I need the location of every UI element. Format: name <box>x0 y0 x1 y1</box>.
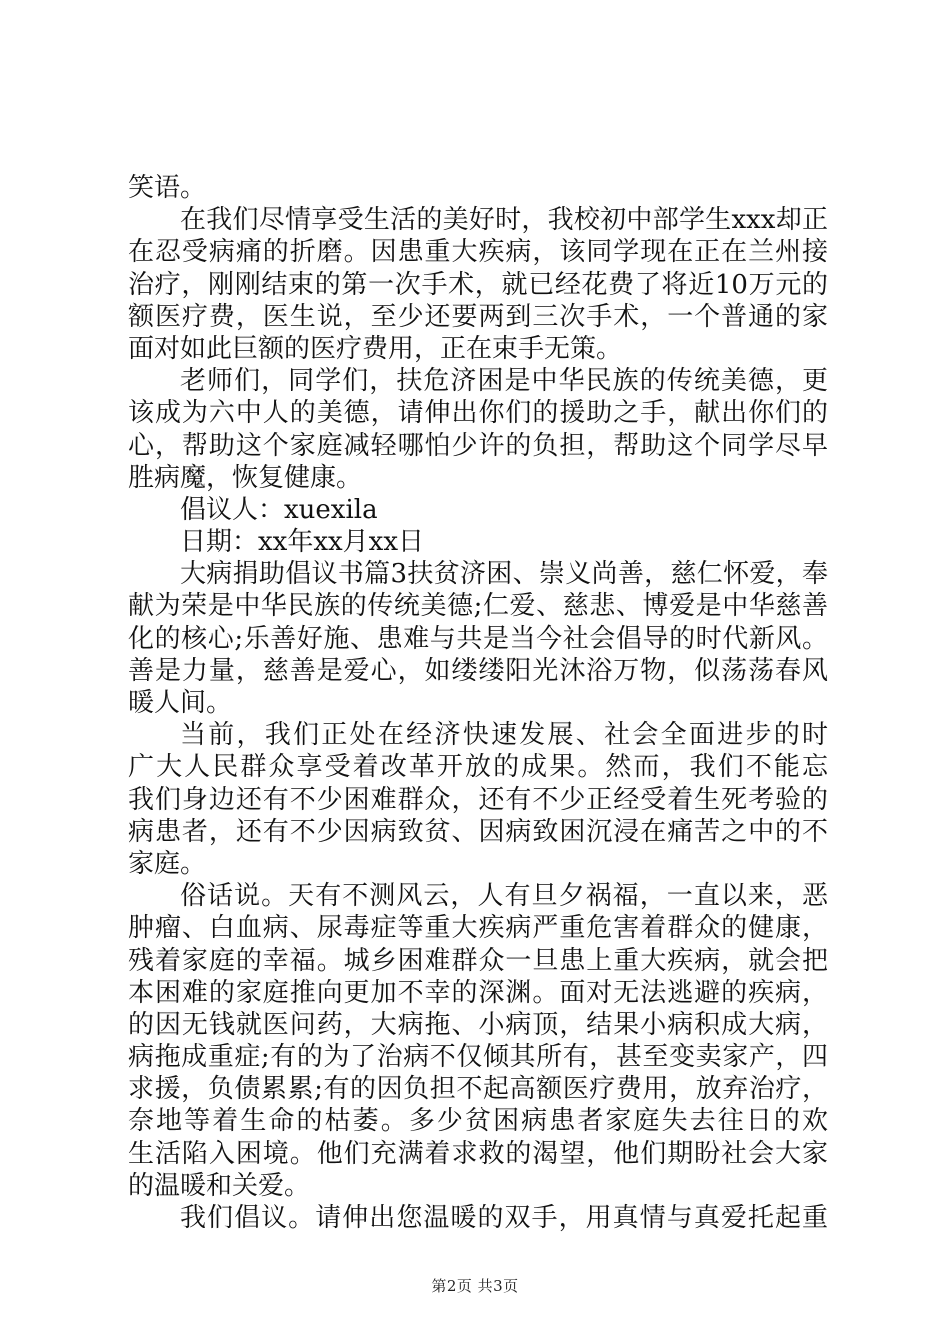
text-line: 奈地等着生命的枯萎。多少贫困病患者家庭失去往日的欢 <box>128 1106 828 1137</box>
text-line: 家庭。 <box>128 848 207 879</box>
text-line: 化的核心;乐善好施、患难与共是当今社会倡导的时代新风。 <box>128 623 828 654</box>
text-line: 暖人间。 <box>128 688 233 718</box>
text-line: 本困难的家庭推向更加不幸的深渊。面对无法逃避的疾病， <box>128 977 828 1008</box>
text-line: 心，帮助这个家庭减轻哪怕少许的负担，帮助这个同学尽早 <box>128 430 828 461</box>
text-line: 我们身边还有不少困难群众，还有不少正经受着生死考验的 <box>128 784 828 815</box>
text-line: 病拖成重症;有的为了治病不仅倾其所有，甚至变卖家产，四 <box>128 1042 828 1073</box>
text-line: 胜病魔，恢复健康。 <box>128 462 363 493</box>
text-line: 肿瘤、白血病、尿毒症等重大疾病严重危害着群众的健康， <box>128 913 828 944</box>
text-line: 的因无钱就医问药，大病拖、小病顶，结果小病积成大病， <box>128 1009 828 1040</box>
text-line: 我们倡议。请伸出您温暖的双手，用真情与真爱托起重 <box>180 1203 828 1233</box>
text-line: 笑语。 <box>128 173 207 203</box>
text-line: 求援，负债累累;有的因负担不起高额医疗费用，放弃治疗， <box>128 1074 828 1105</box>
text-line: 额医疗费，医生说，至少还要两到三次手术，一个普通的家 <box>128 301 828 332</box>
text-line: 俗话说。天有不测风云，人有旦夕祸福，一直以来，恶 <box>180 881 828 912</box>
text-line: 当前，我们正处在经济快速发展、社会全面进步的时 <box>180 720 828 751</box>
text-line: 在忍受病痛的折磨。因患重大疾病，该同学现在正在兰州接 <box>128 237 828 268</box>
text-line: 生活陷入困境。他们充满着求救的渴望，他们期盼社会大家 <box>128 1138 828 1169</box>
text-line: 献为荣是中华民族的传统美德;仁爱、慈悲、博爱是中华慈善 <box>128 591 828 622</box>
text-line: 倡议人：xuexila <box>180 494 378 525</box>
text-line: 老师们，同学们，扶危济困是中华民族的传统美德，更 <box>180 366 828 397</box>
text-line: 的温暖和关爱。 <box>128 1170 311 1201</box>
text-line: 治疗，刚刚结束的第一次手术，就已经花费了将近10万元的 <box>128 269 828 300</box>
text-line: 残着家庭的幸福。城乡困难群众一旦患上重大疾病，就会把 <box>128 945 828 976</box>
text-line: 面对如此巨额的医疗费用，正在束手无策。 <box>128 333 623 364</box>
text-line: 善是力量，慈善是爱心，如缕缕阳光沐浴万物，似荡荡春风 <box>128 655 828 686</box>
text-line: 日期：xx年xx月xx日 <box>180 527 424 558</box>
text-line: 该成为六中人的美德，请伸出你们的援助之手，献出你们的 <box>128 398 828 429</box>
text-line: 广大人民群众享受着改革开放的成果。然而，我们不能忘 <box>128 752 828 783</box>
page-footer: 第2页 共3页 <box>431 1277 519 1295</box>
text-line: 大病捐助倡议书篇3扶贫济困、崇义尚善，慈仁怀爱，奉 <box>180 559 828 590</box>
document-body <box>128 172 828 1234</box>
text-line: 在我们尽情享受生活的美好时，我校初中部学生xxx却正 <box>180 205 828 236</box>
text-line: 病患者，还有不少因病致贫、因病致困沉浸在痛苦之中的不 <box>128 816 828 847</box>
